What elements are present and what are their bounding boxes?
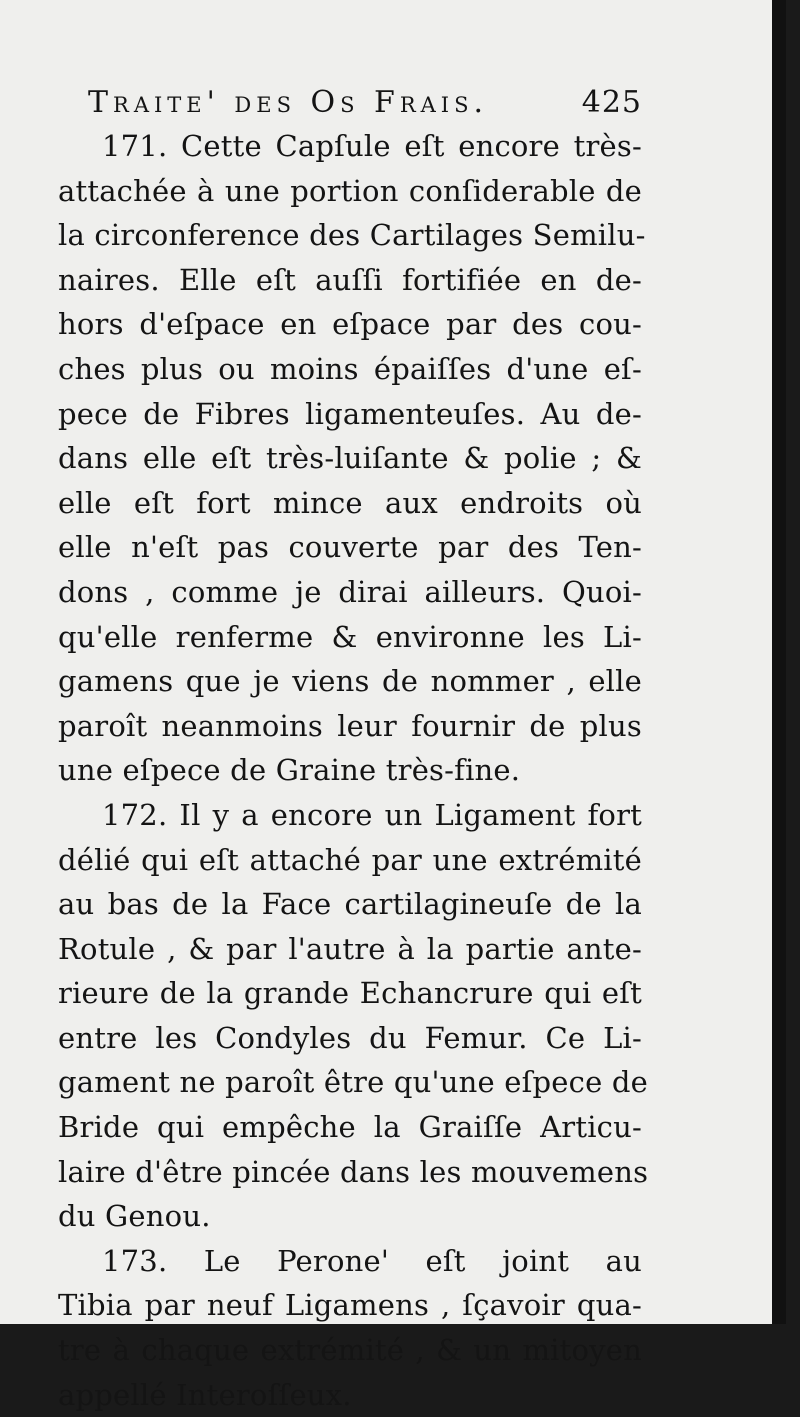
body-text: [58, 124, 649, 1417]
text-line: appellé Interoſſeux.: [58, 1377, 352, 1412]
text-block: [58, 84, 649, 1417]
paragraph-1: [58, 124, 646, 793]
text-line: 172. Il y a encore un Ligament fort: [102, 797, 642, 832]
text-line: attachée à une portion conſiderable de: [58, 173, 642, 208]
text-line: tre à chaque extrémité , & un mitoyen: [58, 1333, 642, 1368]
text-line: pece de Fibres ligamenteuſes. Au de-: [58, 396, 642, 431]
paragraph-2: [58, 793, 649, 1239]
text-line: hors d'eſpace en eſpace par des cou-: [58, 307, 642, 342]
text-line: ches plus ou moins épaiſſes d'une eſ-: [58, 351, 642, 386]
text-line: elle eſt fort mince aux endroits où: [58, 485, 642, 520]
text-line: entre les Condyles du Femur. Ce Li-: [58, 1020, 642, 1055]
text-line: dans elle eſt très-luiſante & polie ; &: [58, 441, 642, 476]
text-line: délié qui eſt attaché par une extrémité: [58, 842, 642, 877]
text-line: 173. Le Perone' eſt joint au: [102, 1243, 642, 1278]
text-line: du Genou.: [58, 1199, 211, 1234]
text-line: Rotule , & par l'autre à la partie ante-: [58, 931, 642, 966]
text-line: au bas de la Face cartilagineuſe de la: [58, 887, 642, 922]
running-head-title: Traite' des Os Frais.: [88, 85, 489, 120]
text-line: Bride qui empêche la Graiſſe Articu-: [58, 1110, 642, 1145]
text-line: une eſpece de Graine très-fine.: [58, 753, 521, 788]
text-line: gament ne paroît être qu'une eſpece de: [58, 1065, 649, 1100]
text-line: qu'elle renferme & environne les Li-: [58, 619, 642, 654]
page-number: 425: [581, 85, 642, 120]
text-line: laire d'être pincée dans les mouvemens: [58, 1154, 649, 1189]
text-line: elle n'eſt pas couverte par des Ten-: [58, 530, 642, 565]
text-line: la circonference des Cartilages Semilu-: [58, 218, 646, 253]
page-edge-shadow: [772, 0, 786, 1324]
text-line: Tibia par neuf Ligamens , ſçavoir qua-: [58, 1288, 642, 1323]
text-line: naires. Elle eſt auſſi fortifiée en de-: [58, 262, 642, 297]
text-line: rieure de la grande Echancrure qui eſt: [58, 976, 642, 1011]
paragraph-3: [58, 1239, 642, 1417]
text-line: dons , comme je dirai ailleurs. Quoi-: [58, 574, 642, 609]
text-line: paroît neanmoins leur fournir de plus: [58, 708, 642, 743]
text-line: gamens que je viens de nommer , elle: [58, 664, 642, 699]
text-line: 171. Cette Capſule eſt encore très-: [102, 129, 642, 163]
running-head: [88, 84, 642, 124]
